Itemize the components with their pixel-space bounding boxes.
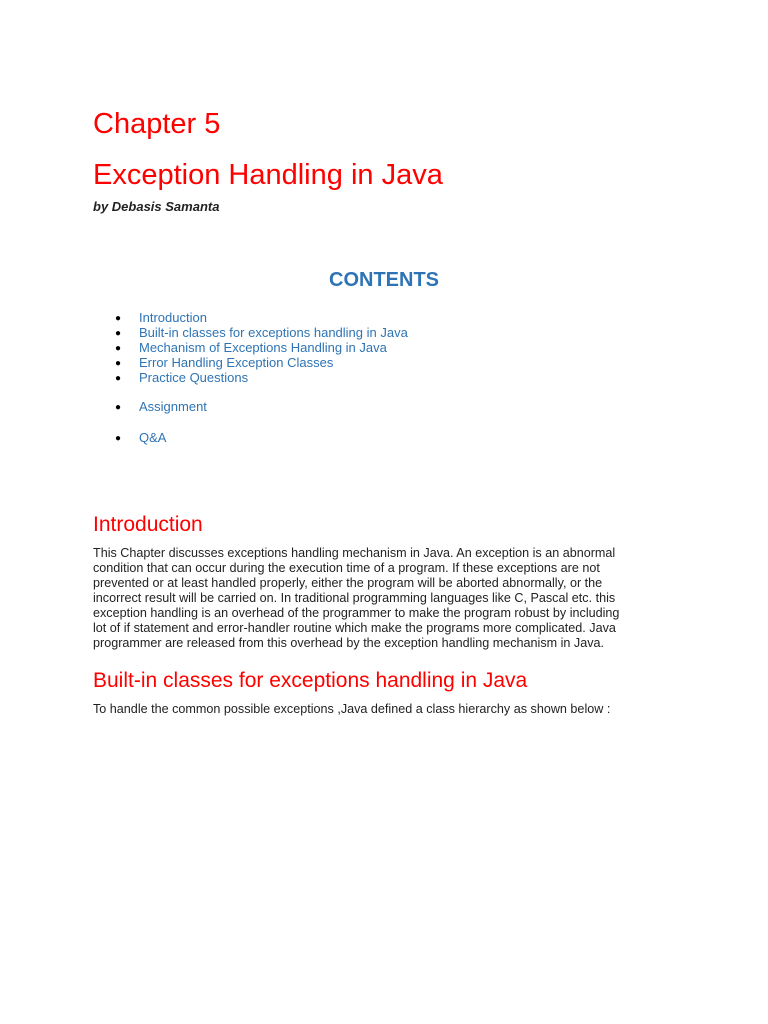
text-line: exception handling is an overhead of the programmer to make the program robust by including bbox=[93, 606, 620, 620]
toc-link[interactable]: Practice Questions bbox=[139, 370, 249, 385]
text-line: condition that can occur during the execution time of a program. If these exceptions are not bbox=[93, 561, 600, 575]
toc-link[interactable]: Assignment bbox=[139, 399, 207, 414]
text-line: This Chapter discusses exceptions handling mechanism in Java. An exception is an abnormal bbox=[93, 546, 616, 560]
toc-item-assignment[interactable] bbox=[115, 399, 207, 416]
bullet-icon: ● bbox=[115, 328, 122, 339]
chapter-title: Exception Handling in Java bbox=[93, 159, 443, 191]
toc-link[interactable]: Introduction bbox=[139, 310, 207, 325]
bullet-icon: ● bbox=[115, 358, 122, 369]
toc-item-qa[interactable] bbox=[115, 430, 166, 447]
section-heading-introduction: Introduction bbox=[93, 513, 203, 536]
introduction-paragraph bbox=[93, 546, 673, 651]
chapter-number: Chapter 5 bbox=[93, 108, 221, 140]
text-line: To handle the common possible exceptions ,Java defined a class hierarchy as shown below : bbox=[93, 702, 611, 716]
text-line: prevented or at least handled properly, either the program will be aborted abnormally, or the bbox=[93, 576, 603, 590]
toc-link[interactable]: Mechanism of Exceptions Handling in Java bbox=[139, 340, 387, 355]
builtin-paragraph bbox=[93, 702, 673, 717]
toc-link[interactable]: Built-in classes for exceptions handling in Java bbox=[139, 325, 408, 340]
bullet-icon: ● bbox=[115, 313, 122, 324]
bullet-icon: ● bbox=[115, 373, 122, 384]
contents-heading: CONTENTS bbox=[329, 269, 439, 291]
toc-link[interactable]: Error Handling Exception Classes bbox=[139, 355, 334, 370]
bullet-icon: ● bbox=[115, 402, 122, 413]
text-line: lot of if statement and error-handler routine which make the programs more complicated. Java bbox=[93, 621, 616, 635]
toc-link[interactable]: Q&A bbox=[139, 430, 167, 445]
bullet-icon: ● bbox=[115, 433, 122, 444]
text-line: incorrect result will be carried on. In traditional programming languages like C, Pascal etc. this bbox=[93, 591, 616, 605]
section-heading-builtin-classes: Built-in classes for exceptions handling in Java bbox=[93, 669, 528, 692]
text-line: programmer are released from this overhead by the exception handling mechanism in Java. bbox=[93, 636, 605, 650]
toc-item-practice-questions[interactable] bbox=[115, 370, 248, 387]
bullet-icon: ● bbox=[115, 343, 122, 354]
author-byline: by Debasis Samanta bbox=[93, 199, 220, 214]
